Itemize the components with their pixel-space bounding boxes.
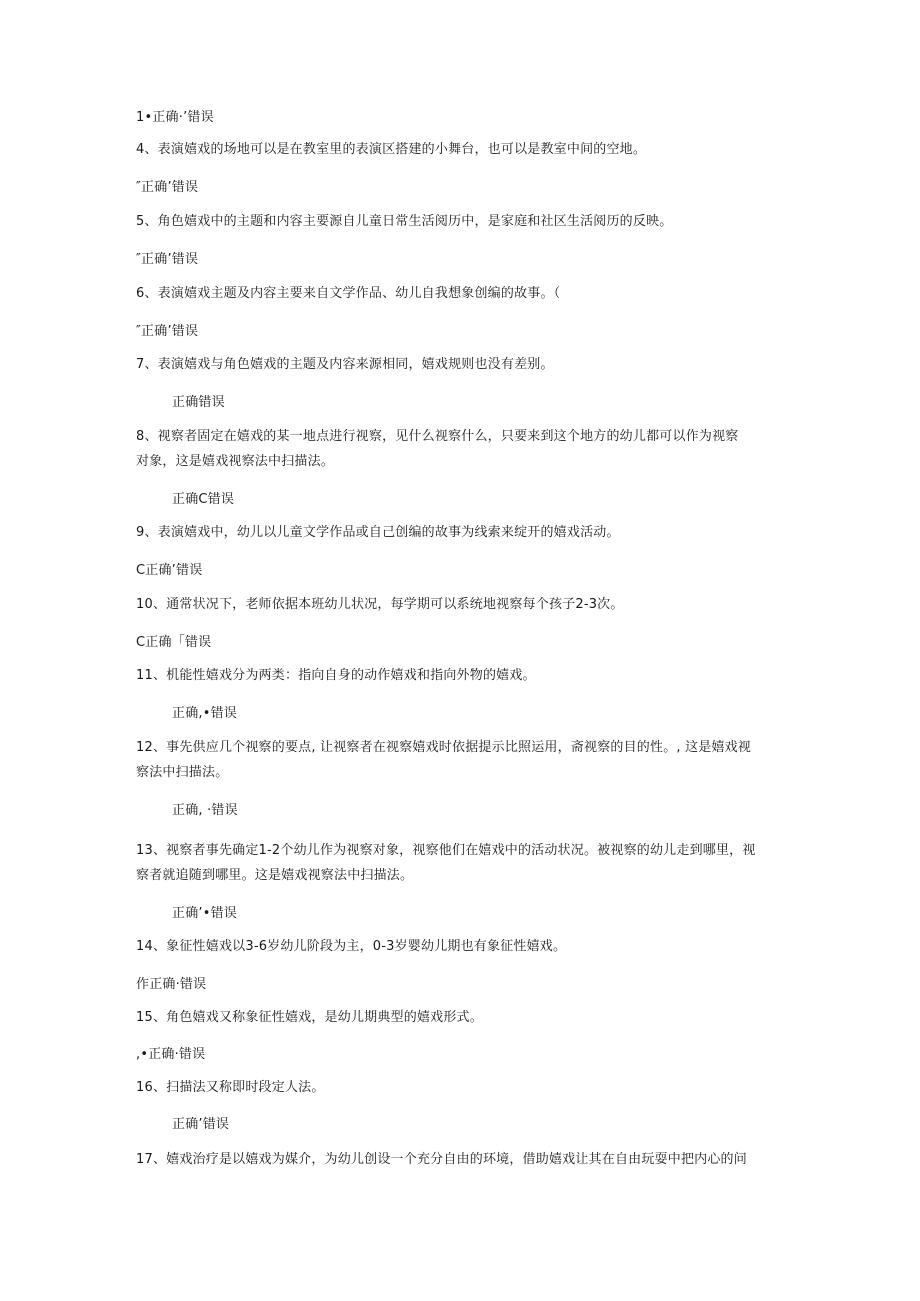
answer-options: 正确’错误 [172, 1117, 230, 1132]
question-6: 6、表演嬉戏主题及内容主要来自文学作品、幼儿自我想象创编的故事。（ [136, 286, 561, 301]
question-15: 15、角色嬉戏又称象征性嬉戏，是幼儿期典型的嬉戏形式。 [136, 1010, 483, 1025]
question-13: 13、视察者事先确定1-2个幼儿作为视察对象，视察他们在嬉戏中的活动状况。被视察的幼儿走到哪里，视 [136, 843, 756, 858]
answer-options: 正确,•错误 [172, 706, 238, 721]
answer-options: 正确, ·错误 [172, 803, 238, 818]
answer-options: ″正确’错误 [136, 324, 199, 339]
answer-options: ″正确’错误 [136, 252, 199, 267]
question-16: 16、扫描法又称即时段定人法。 [136, 1080, 325, 1095]
question-14: 14、象征性嬉戏以3-6岁幼儿阶段为主，0-3岁婴幼儿期也有象征性嬉戏。 [136, 939, 567, 954]
question-10: 10、通常状况下，老师依据本班幼儿状况，每学期可以系统地视察每个孩子2-3次。 [136, 597, 624, 612]
answer-options: 正确’•错误 [172, 906, 238, 921]
question-11: 11、机能性嬉戏分为两类：指向自身的动作嬉戏和指向外物的嬉戏。 [136, 668, 536, 683]
answer-options: 作正确·错误 [136, 977, 207, 992]
question-5: 5、角色嬉戏中的主题和内容主要源自儿童日常生活阅历中，是家庭和社区生活阅历的反映。 [136, 214, 673, 229]
question-8-continued: 对象，这是嬉戏视察法中扫描法。 [136, 454, 335, 469]
question-13-continued: 察者就追随到哪里。这是嬉戏视察法中扫描法。 [136, 868, 414, 883]
answer-options: C正确「错误 [136, 635, 212, 650]
question-17: 17、嬉戏治疗是以嬉戏为媒介，为幼儿创设一个充分自由的环境，借助嬉戏让其在自由玩耍中把内心的问 [136, 1152, 747, 1167]
question-8: 8、视察者固定在嬉戏的某一地点进行视察，见什么视察什么，只要来到这个地方的幼儿都可以作为视察 [136, 429, 739, 444]
answer-options: ″正确’错误 [136, 180, 199, 195]
question-12: 12、事先供应几个视察的要点, 让视察者在视察嬉戏时依据提示比照运用，斋视察的目的性。, 这是嬉戏视 [136, 740, 752, 755]
answer-options: 1•正确·’错误 [136, 110, 214, 125]
answer-options: ,•正确·错误 [136, 1047, 206, 1062]
answer-options: C正确’错误 [136, 563, 203, 578]
question-4: 4、表演嬉戏的场地可以是在教室里的表演区搭建的小舞台，也可以是教室中间的空地。 [136, 142, 647, 157]
answer-options: 正确C错误 [172, 492, 235, 507]
question-12-continued: 察法中扫描法。 [136, 765, 229, 780]
question-9: 9、表演嬉戏中，幼儿以儿童文学作品或自己创编的故事为线索来绽开的嬉戏活动。 [136, 525, 620, 540]
question-7: 7、表演嬉戏与角色嬉戏的主题及内容来源相同，嬉戏规则也没有差别。 [136, 357, 554, 372]
answer-options: 正确错误 [172, 395, 225, 410]
